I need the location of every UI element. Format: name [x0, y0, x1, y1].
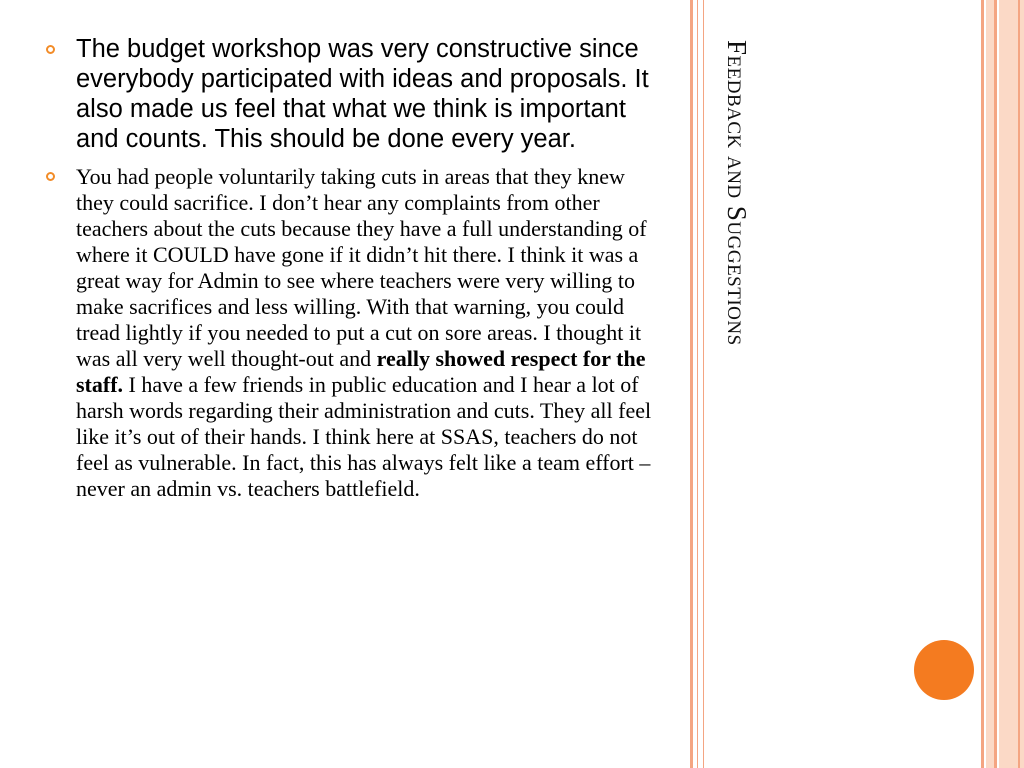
bullet-circle-icon	[46, 45, 55, 54]
bullet-bold-text: really showed respect for the staff.	[76, 346, 646, 397]
decorative-stripe	[703, 0, 704, 768]
bullet-circle-icon	[46, 172, 55, 181]
decorative-stripe	[1018, 0, 1020, 768]
bullet-item-second	[44, 164, 656, 502]
slide-title: Feedback and Suggestions	[722, 40, 752, 346]
bullet-text: The budget workshop was very constructive since everybody participated with ideas and proposals. It also made us feel that what we think is important and counts. This should be done every year.	[76, 35, 649, 153]
decorative-circle	[914, 640, 974, 700]
bullet-list	[44, 34, 656, 502]
decorative-stripe	[690, 0, 693, 768]
bullet-text: I have a few friends in public education and I hear a lot of harsh words regarding their administration and cuts. They all feel like it’s out of their hands. I think here at SSAS, teachers do not feel as vulnerable. In fact, this has always felt like a team effort – never an admin vs. teachers battlefield.	[76, 372, 652, 501]
bullet-item-first	[44, 34, 656, 154]
decorative-stripe	[697, 0, 698, 768]
decorative-stripe	[986, 0, 994, 768]
decorative-stripe	[999, 0, 1024, 768]
bullet-text: You had people voluntarily taking cuts in areas that they knew they could sacrifice. I don’t hear any complaints from other teachers about the cuts because they have a full understanding of where it COULD have gone if it didn’t hit there. I think it was a great way for Admin to see where teachers were very willing to make sacrifices and less willing. With that warning, you could tread lightly if you needed to put a cut on sore areas. I thought it was all very well thought-out and	[76, 164, 647, 371]
decorative-stripe	[981, 0, 984, 768]
decorative-stripe	[994, 0, 997, 768]
